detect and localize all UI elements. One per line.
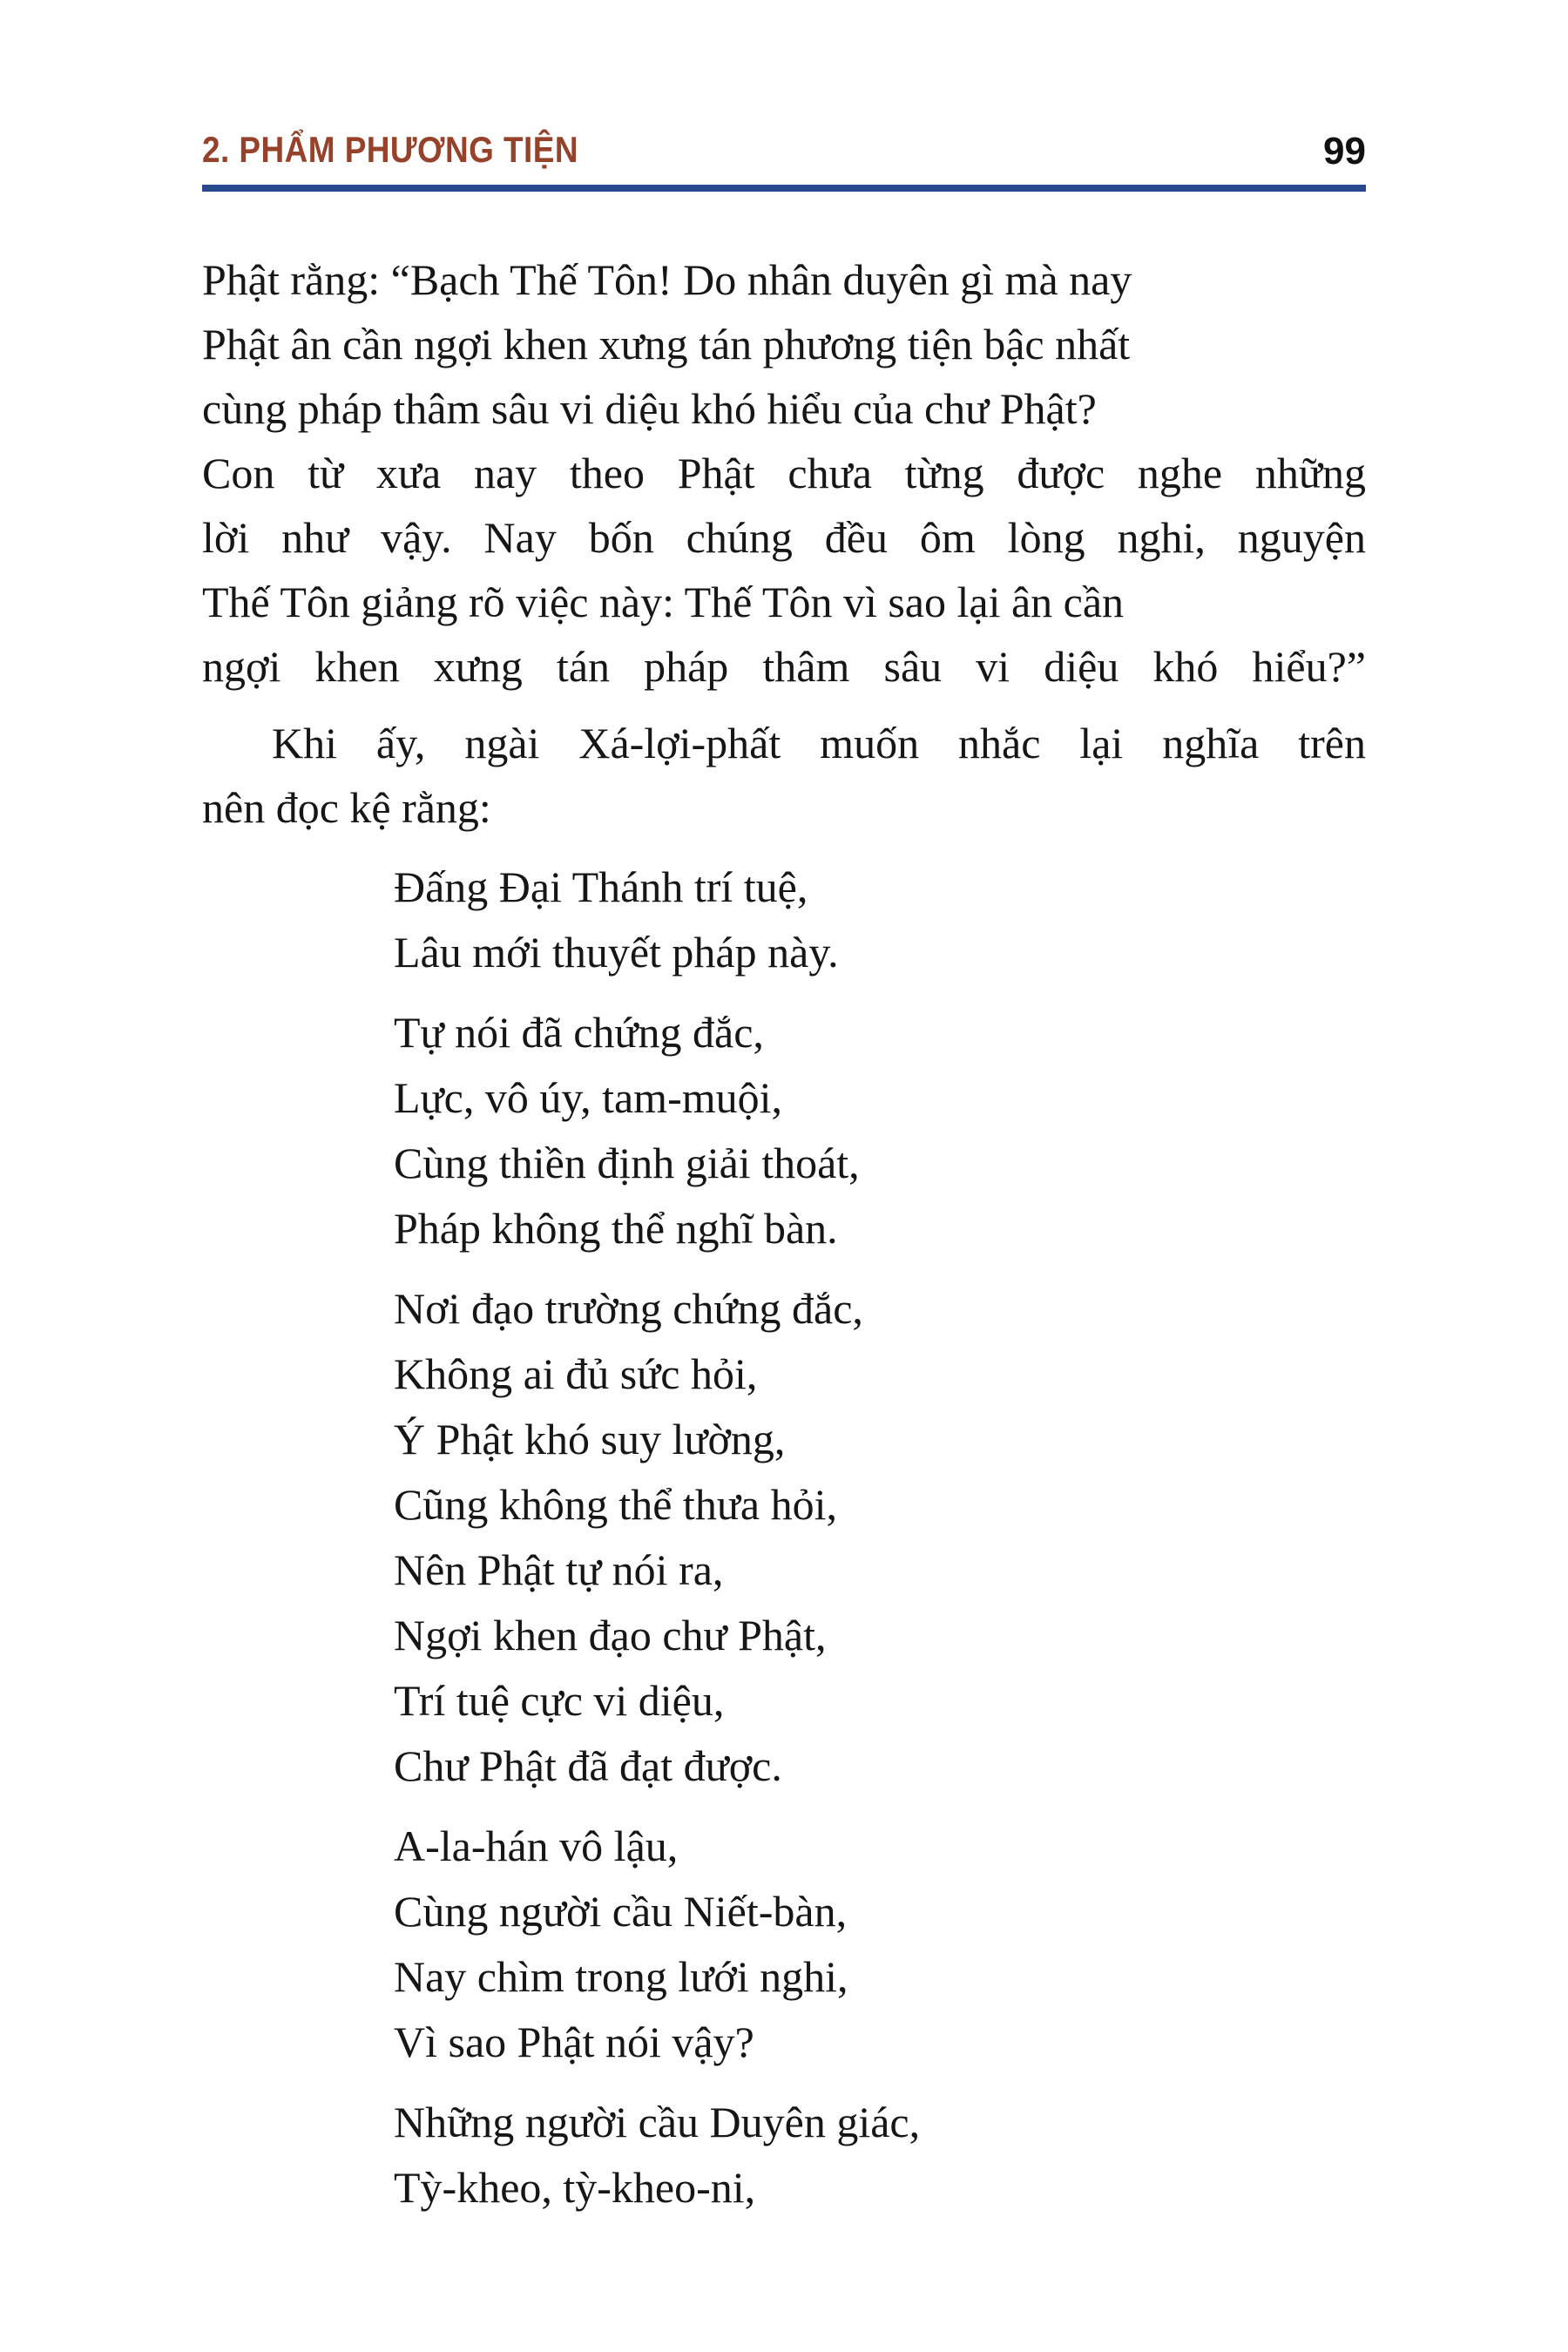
verse-line: Cũng không thể thưa hỏi, — [394, 1480, 838, 1529]
verse-line: Lâu mới thuyết pháp này. — [394, 928, 839, 977]
verse-line: Không ai đủ sức hỏi, — [394, 1349, 758, 1398]
chapter-title: 2. PHẨM PHƯƠNG TIỆN — [202, 129, 578, 170]
verse-line: Vì sao Phật nói vậy? — [394, 2017, 754, 2066]
text-line: nên đọc kệ rằng: — [202, 783, 491, 832]
verse-line: Chư Phật đã đạt được. — [394, 1741, 782, 1790]
text-line: Con từ xưa nay theo Phật chưa từng được nghe những — [202, 449, 1366, 497]
verse-line: Nơi đạo trường chứng đắc, — [394, 1284, 863, 1333]
verse-line: Nay chìm trong lưới nghi, — [394, 1952, 848, 2001]
verse-line: Tỳ-kheo, tỳ-kheo-ni, — [394, 2163, 756, 2212]
paragraph-prose — [202, 711, 1366, 840]
verse-section — [202, 855, 1366, 2220]
verse-stanza — [394, 855, 1366, 985]
text-line: lời như vậy. Nay bốn chúng đều ôm lòng nghi, nguyện — [202, 513, 1366, 562]
page-content — [202, 0, 1366, 2235]
verse-stanza — [394, 1000, 1366, 1261]
verse-line: Trí tuệ cực vi diệu, — [394, 1676, 725, 1725]
verse-line: A-la-hán vô lậu, — [394, 1821, 679, 1870]
verse-line: Lực, vô úy, tam-muội, — [394, 1073, 782, 1122]
verse-line: Ý Phật khó suy lường, — [394, 1415, 786, 1463]
verse-stanza — [394, 2090, 1366, 2220]
verse-stanza — [394, 1276, 1366, 1799]
page-header — [202, 129, 1366, 171]
verse-line: Pháp không thể nghĩ bàn. — [394, 1204, 838, 1253]
text-line: ngợi khen xưng tán pháp thâm sâu vi diệu khó hiểu?” — [202, 642, 1366, 691]
verse-line: Cùng người cầu Niết-bàn, — [394, 1887, 848, 1936]
text-line: Thế Tôn giảng rõ việc này: Thế Tôn vì sao lại ân cần — [202, 578, 1125, 626]
verse-line: Đấng Đại Thánh trí tuệ, — [394, 862, 808, 911]
page-number: 99 — [1323, 130, 1366, 172]
paragraph-prose — [202, 247, 1366, 699]
text-line: cùng pháp thâm sâu vi diệu khó hiểu của chư Phật? — [202, 384, 1097, 433]
verse-line: Ngợi khen đạo chư Phật, — [394, 1611, 827, 1659]
verse-line: Cùng thiền định giải thoát, — [394, 1139, 860, 1187]
body-text — [202, 247, 1366, 2220]
text-line: Khi ấy, ngài Xá-lợi-phất muốn nhắc lại nghĩa trên — [272, 719, 1366, 767]
verse-line: Tự nói đã chứng đắc, — [394, 1008, 764, 1057]
header-rule — [202, 185, 1366, 192]
verse-line: Những người cầu Duyên giác, — [394, 2098, 921, 2146]
verse-stanza — [394, 1814, 1366, 2075]
text-line: Phật ân cần ngợi khen xưng tán phương tiện bậc nhất — [202, 320, 1131, 368]
text-line: Phật rằng: “Bạch Thế Tôn! Do nhân duyên gì mà nay — [202, 255, 1132, 304]
verse-line: Nên Phật tự nói ra, — [394, 1545, 724, 1594]
